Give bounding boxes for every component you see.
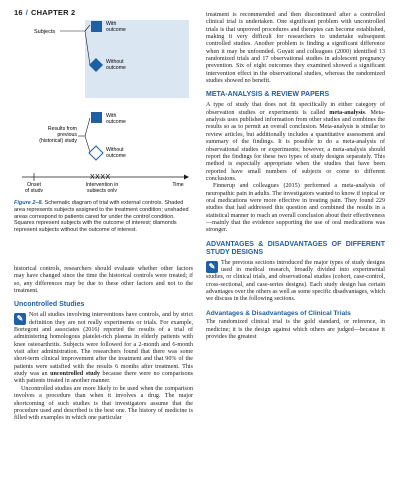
onset-label: Onset of study	[24, 182, 44, 192]
keyword-meta-analysis: meta-analysis	[329, 109, 365, 116]
left-para-3: Uncontrolled studies are more likely to be used when the comparison involves a procedure than when it involves a drug. The major shortcoming of such studies is that investigators assume that the procedure used and described is the best one. The history of medicine is filled with examples in which one particular	[14, 385, 193, 422]
figure-caption-text: Schematic diagram of trial with external controls. Shaded area represents subjects assigned to the treatment condition; unshaded areas correspond to patients cared for under the control condition. Squares represent subjects with the outcome of interest; diamonds represent subjects without the outcome of interest.	[14, 200, 189, 234]
left-column-body	[14, 266, 193, 423]
heading-advantages-disadvantages: ADVANTAGES & DISADVANTAGES OF DIFFERENT STUDY DESIGNS	[206, 240, 385, 256]
right-column	[206, 12, 385, 341]
subjects-label: Subjects	[34, 29, 56, 35]
running-header: 16 / CHAPTER 2	[14, 8, 76, 17]
time-label: Time	[172, 182, 184, 188]
without-outcome-label-2: Without outcome	[106, 147, 126, 159]
left-para-2: ✎ Not all studies involving interventions have controls, and by strict definition they are not really experiments or trials. For example, Bortegoni and associates (2016) reported the results of a trial of administering homologous platelet-rich plasma in elderly patients with knee osteoarthritis. Subjects were followed for a 2-month and 6-month visit after administration. The researchers found that there was some short-term clinical improvement after the treatment and that 90% of the patients were satisfied with the results 6 months after treatment. This study was an uncontrolled study because there were no comparisons with patients treated in another manner.	[14, 312, 193, 385]
keyword-uncontrolled-study: uncontrolled study	[50, 371, 100, 378]
figure-label: Figure 2–8.	[14, 200, 44, 206]
heading-uncontrolled-studies: Uncontrolled Studies	[14, 301, 85, 309]
figure-caption	[14, 200, 193, 234]
heading-clinical-trials: Advantages & Disadvantages of Clinical Trials	[206, 309, 351, 317]
right-para-5: The randomized clinical trial is the gold standard, or reference, in medicine; it is the design against which others are judged—because it provides the greatest	[206, 319, 385, 340]
right-para-3: Finnerup and colleagues (2015) performed a meta-analysis of neuropathic pain in adults. The investigators wanted to know if topical or oral medications were more effective in treating pain. They found 229 studies that had addressed this question and combined the results in a statistical manner to reach an overall conclusion about their effectiveness—mainly that the evidence supporting the use of oral medications was stronger.	[206, 183, 385, 234]
study-design-icon-2: ✎	[206, 261, 218, 273]
chapter-label: CHAPTER 2	[31, 8, 76, 17]
heading-meta-analysis: META-ANALYSIS & REVIEW PAPERS	[206, 91, 330, 99]
with-outcome-label-2: With outcome	[106, 113, 126, 125]
intervention-label: Intervention in subjects only	[85, 182, 119, 192]
without-outcome-diamond-2	[89, 146, 103, 160]
with-outcome-label-1: With outcome	[106, 21, 126, 33]
study-design-icon: ✎	[14, 313, 26, 325]
without-outcome-label-1: Without outcome	[106, 59, 126, 71]
page-number: 16	[14, 8, 23, 17]
right-para-4: ✎ The previous sections introduced the major types of study designs used in medical research, broadly divided into experimental studies, or clinical trials, and observational studies (cohort, case-control, cross-sectional, and case-series designs). Each study design has certain advantages over the others as well as some specific disadvantages, which we discuss in the following sections.	[206, 259, 385, 303]
left-para-1: historical controls, researchers should evaluate whether other factors may have changed since the time the historical controls were treated; if so, any differences may be due to these other factors and not to the treatment.	[14, 266, 193, 295]
xxxx-mark: XXXX	[90, 174, 111, 181]
right-para-2: A type of study that does not fit specifically in either category of observation studies or experiments is called meta-analysis. Meta-analysis uses published information from other studies and combines the results so as to permit an overall conclusion. Meta-analysis is similar to review articles, but additionally includes a quantitative assessment and summary of the findings. It is possible to do a meta-analysis of observational studies or experiments; however, a meta-analysis should report the findings for these two types of study designs separately. This method is especially appropriate when the studies that have been reported have small numbers of subjects or come to different conclusions.	[206, 102, 385, 182]
results-previous-label: Results from previous (historical) study	[39, 126, 77, 144]
with-outcome-square-2	[91, 112, 102, 123]
right-para-1: treatment is recommended and then discontinued after a controlled clinical trial is undertaken. One significant problem with uncontrolled trials is that unproved procedures and therapies can become established, making it very difficult for researchers to undertake subsequent controlled studies. Another problem is finding a significant difference when it may be unfounded. Guyatt and colleagues (2000) identified 13 randomized trials and 17 observational studies in adolescent pregnancy prevention. Six of eight outcomes they examined showed a significant intervention effect in the observational studies, whereas the randomized studies showed no benefit.	[206, 12, 385, 85]
figure-2-8-diagram	[14, 20, 193, 192]
with-outcome-square-1	[91, 21, 102, 32]
